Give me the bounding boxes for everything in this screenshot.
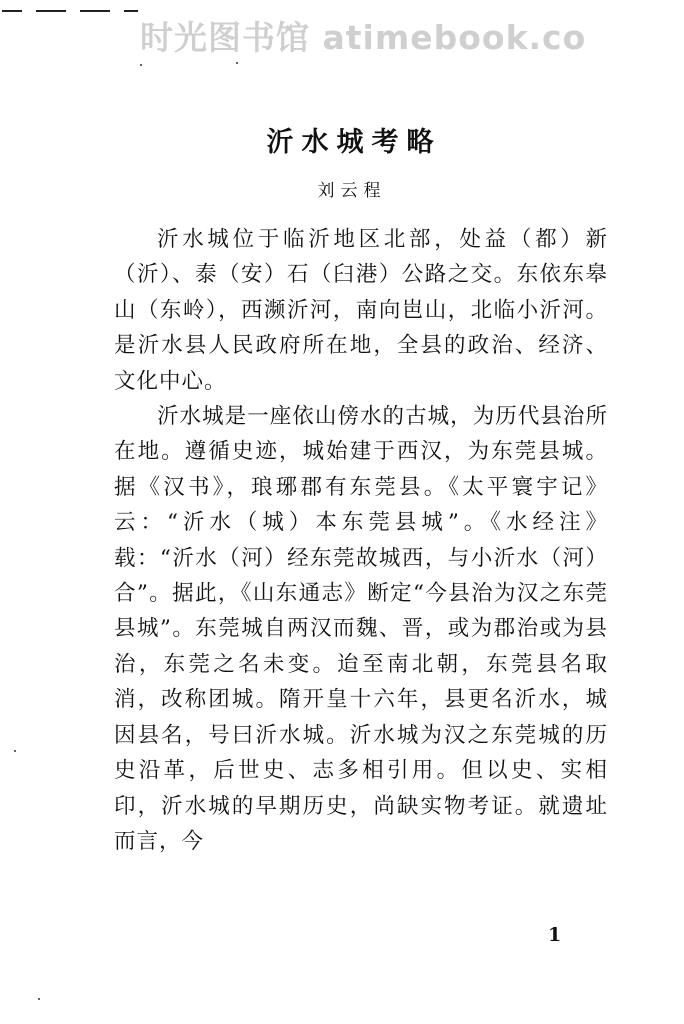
scan-border-mark — [80, 10, 110, 12]
article-title: 沂水城考略 — [266, 127, 442, 158]
body-paragraph: 沂水城是一座依山傍水的古城，为历代县治所在地。遵循史迹，城始建于西汉，为东莞县城。据《汉书》，琅琊郡有东莞县。《太平寰宇记》云：“沂水（城）本东莞县城”。《水经注》载：“沂水（河）经东莞故城西，与小沂水（河）合”。据此，《山东通志》断定“今县治为汉之东莞县城”。东莞城自两汉而魏、晋，或为郡治或为县治，东莞之名未变。迨至南北朝，东莞县名取消，改称团城。隋开皇十六年，县更名沂水，城因县名，号曰沂水城。沂水城为汉之东莞城的历史沿革，后世史、志多相引用。但以史、实相印，沂水城的早期历史，尚缺实物考证。就遗址而言，今 — [114, 404, 608, 854]
scan-speck — [140, 64, 142, 66]
site-watermark: 时光图书馆 atimebook.co — [140, 18, 587, 57]
scan-border-mark — [36, 10, 66, 12]
scan-border-mark — [2, 10, 22, 12]
body-paragraph: 沂水城位于临沂地区北部，处益（都）新（沂）、泰（安）石（臼港）公路之交。东依东皋山（东岭），西濒沂河，南向岜山，北临小沂河。是沂水县人民政府所在地，全县的政治、经济、文化中心。 — [114, 227, 608, 394]
scan-border-mark — [124, 10, 138, 12]
scan-speck — [14, 750, 16, 752]
scan-speck — [236, 62, 238, 64]
article-body — [114, 222, 608, 859]
article-author: 刘云程 — [317, 181, 387, 201]
page-number: 1 — [548, 924, 562, 946]
scan-speck — [38, 998, 40, 1000]
